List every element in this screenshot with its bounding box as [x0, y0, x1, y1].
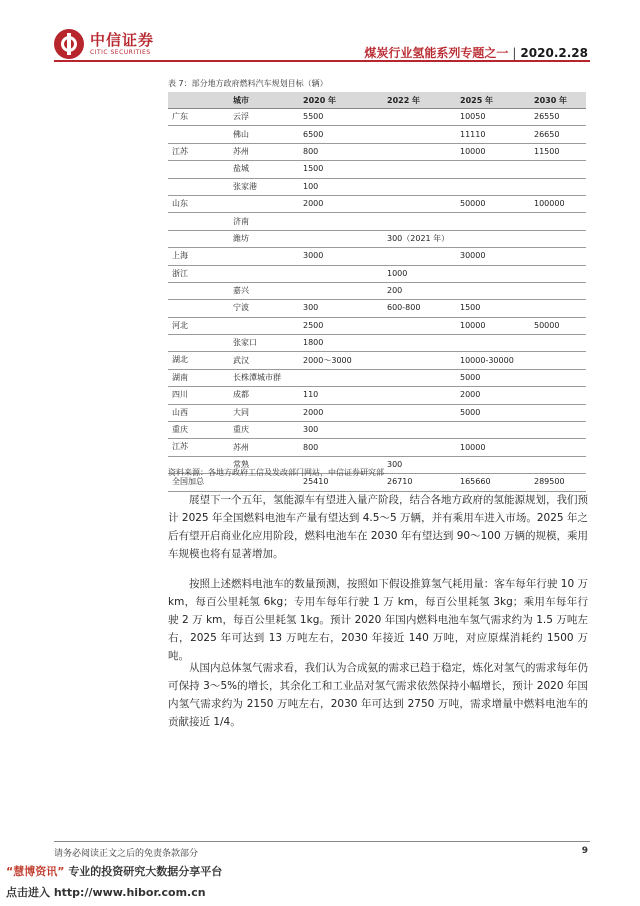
city-cell: 常熟: [229, 456, 299, 473]
watermark-tagline: 专业的投资研究大数据分享平台: [68, 865, 223, 878]
value-2022-cell: 200: [383, 282, 456, 299]
province-cell: [168, 161, 229, 178]
col-header-2022: 2022 年: [383, 92, 456, 109]
city-cell: 长株潭城市群: [229, 369, 299, 386]
value-2025-cell: 10000: [456, 439, 530, 456]
table-caption: 表 7：部分地方政府燃料汽车规划目标（辆）: [168, 79, 328, 88]
table-row: [168, 178, 586, 195]
province-cell: [168, 213, 229, 230]
value-2020-cell: [299, 230, 383, 247]
value-2030-cell: [530, 248, 586, 265]
value-2020-cell: 1500: [299, 161, 383, 178]
table-row: [168, 352, 586, 369]
value-2030-cell: 26650: [530, 126, 586, 143]
value-2025-cell: 11110: [456, 126, 530, 143]
value-2025-cell: 1500: [456, 300, 530, 317]
value-2020-cell: 800: [299, 439, 383, 456]
value-2030-cell: 26550: [530, 109, 586, 126]
province-cell: 山西: [168, 404, 229, 421]
value-2025-cell: [456, 265, 530, 282]
logo-chinese-name: 中信证券: [90, 30, 155, 49]
province-cell: 湖南: [168, 369, 229, 386]
province-cell: [168, 282, 229, 299]
province-cell: [168, 335, 229, 352]
fuel-vehicle-plan-table: [168, 92, 586, 492]
value-2022-cell: [383, 369, 456, 386]
value-2022-cell: [383, 248, 456, 265]
value-2030-cell: [530, 335, 586, 352]
province-cell: 江苏: [168, 143, 229, 160]
value-2030-cell: [530, 387, 586, 404]
col-header-2025: 2025 年: [456, 92, 530, 109]
table-row: [168, 143, 586, 160]
value-2025-cell: [456, 178, 530, 195]
table-row: [168, 282, 586, 299]
disclaimer-note: 请务必阅读正文之后的免责条款部分: [54, 849, 199, 859]
value-2025-cell: 30000: [456, 248, 530, 265]
city-cell: 济南: [229, 213, 299, 230]
value-2030-cell: 50000: [530, 317, 586, 334]
header-separator: |: [512, 46, 517, 60]
value-2025-cell: 5000: [456, 404, 530, 421]
value-2022-cell: [383, 213, 456, 230]
value-2020-cell: [299, 265, 383, 282]
value-2025-cell: [456, 213, 530, 230]
report-header-title: [364, 44, 588, 61]
value-2020-cell: 800: [299, 143, 383, 160]
province-cell: 浙江: [168, 265, 229, 282]
value-2020-cell: [299, 282, 383, 299]
table-row: [168, 248, 586, 265]
value-2030-cell: [530, 439, 586, 456]
province-cell: [168, 300, 229, 317]
watermark-brand: “慧博资讯”: [6, 865, 65, 878]
value-2025-cell: 2000: [456, 387, 530, 404]
table-row: [168, 195, 586, 212]
value-2022-cell: [383, 439, 456, 456]
province-cell: 山东: [168, 195, 229, 212]
table-row: [168, 265, 586, 282]
value-2030-cell: [530, 456, 586, 473]
table-row: [168, 230, 586, 247]
province-cell: 江苏: [168, 439, 229, 456]
city-cell: [229, 248, 299, 265]
value-2030-cell: [530, 300, 586, 317]
value-2025-cell: 5000: [456, 369, 530, 386]
value-2030-cell: [530, 352, 586, 369]
value-2020-cell: 300: [299, 300, 383, 317]
city-cell: 张家口: [229, 335, 299, 352]
table-row: [168, 161, 586, 178]
table-row: [168, 369, 586, 386]
value-2022-cell: [383, 317, 456, 334]
value-2020-cell: 5500: [299, 109, 383, 126]
col-header-city: 城市: [229, 92, 299, 109]
value-2022-cell: [383, 404, 456, 421]
table-row: [168, 439, 586, 456]
value-2020-cell: 3000: [299, 248, 383, 265]
city-cell: 宁波: [229, 300, 299, 317]
value-2025-cell: [456, 282, 530, 299]
city-cell: 张家港: [229, 178, 299, 195]
value-2025-cell: [456, 422, 530, 439]
province-cell: 四川: [168, 387, 229, 404]
province-cell: 上海: [168, 248, 229, 265]
city-cell: [229, 265, 299, 282]
city-cell: 成都: [229, 387, 299, 404]
value-2025-cell: 10050: [456, 109, 530, 126]
value-2022-cell: [383, 178, 456, 195]
value-2030-cell: [530, 161, 586, 178]
province-cell: [168, 126, 229, 143]
table-row: [168, 422, 586, 439]
table-source-note: 资料来源：各地方政府工信及发改部门网站，中信证券研究部: [168, 468, 384, 477]
value-2022-cell: 300（2021 年）: [383, 230, 456, 247]
value-2020-cell: 6500: [299, 126, 383, 143]
value-2022-cell: 26710: [383, 474, 456, 491]
value-2022-cell: 600-800: [383, 300, 456, 317]
province-cell: 重庆: [168, 422, 229, 439]
value-2030-cell: 100000: [530, 195, 586, 212]
value-2020-cell: [299, 213, 383, 230]
paragraph-outlook: 展望下一个五年，氢能源车有望进入量产阶段，结合各地方政府的氢能源规划，我们预计 2025 年全国燃料电池车产量有望达到 4.5～5 万辆，并有乘用车进入市场。2025 年之后有望开启商业化应用阶段，燃料电池车在 2030 年有望达到 90～100 万辆的规模，乘用车规模也将有显著增加。: [168, 494, 588, 560]
value-2020-cell: 2000～3000: [299, 352, 383, 369]
table-row: [168, 109, 586, 126]
logo-english-name: CITIC SECURITIES: [90, 48, 151, 56]
table-row: [168, 317, 586, 334]
value-2030-cell: [530, 178, 586, 195]
value-2025-cell: 165660: [456, 474, 530, 491]
table-row: [168, 126, 586, 143]
city-cell: 佛山: [229, 126, 299, 143]
col-header-2030: 2030 年: [530, 92, 586, 109]
watermark-link[interactable]: 点击进入 http://www.hibor.com.cn: [6, 886, 206, 899]
citic-logo: [54, 26, 154, 62]
footer-divider: [54, 841, 590, 842]
province-cell: 全国加总: [168, 474, 229, 491]
table-row: [168, 335, 586, 352]
city-cell: 重庆: [229, 422, 299, 439]
value-2020-cell: 2000: [299, 195, 383, 212]
value-2020-cell: 300: [299, 422, 383, 439]
page-number: 9: [581, 846, 588, 856]
value-2025-cell: 50000: [456, 195, 530, 212]
table-row: [168, 300, 586, 317]
value-2022-cell: [383, 387, 456, 404]
province-cell: 湖北: [168, 352, 229, 369]
value-2025-cell: 10000: [456, 317, 530, 334]
value-2020-cell: 1800: [299, 335, 383, 352]
paragraph-total-hydrogen-demand: 从国内总体氢气需求看，我们认为合成氨的需求已趋于稳定，炼化对氢气的需求每年仍可保持 3～5%的增长，其余化工和工业品对氢气需求依然保持小幅增长，预计 2020 年国内氢气需求约为 2150 万吨左右，2030 年可达到 2750 万吨，需求增量中燃料电池车的贡献接近 1/4。: [168, 662, 588, 728]
city-cell: 潍坊: [229, 230, 299, 247]
city-cell: [229, 317, 299, 334]
value-2022-cell: [383, 126, 456, 143]
table-row: [168, 213, 586, 230]
value-2020-cell: 2000: [299, 404, 383, 421]
value-2020-cell: [299, 369, 383, 386]
table-body: [168, 109, 586, 492]
value-2025-cell: [456, 456, 530, 473]
watermark-promo: [6, 863, 222, 879]
citic-logo-icon: [54, 29, 84, 59]
city-cell: 苏州: [229, 439, 299, 456]
col-header-province: [168, 92, 229, 109]
city-cell: [229, 195, 299, 212]
value-2030-cell: 11500: [530, 143, 586, 160]
value-2020-cell: 100: [299, 178, 383, 195]
value-2025-cell: [456, 161, 530, 178]
table-header-row: [168, 92, 586, 109]
value-2030-cell: [530, 213, 586, 230]
value-2022-cell: [383, 352, 456, 369]
city-cell: 苏州: [229, 143, 299, 160]
value-2022-cell: [383, 422, 456, 439]
province-cell: [168, 178, 229, 195]
value-2030-cell: 289500: [530, 474, 586, 491]
city-cell: 武汉: [229, 352, 299, 369]
col-header-2020: 2020 年: [299, 92, 383, 109]
province-cell: 河北: [168, 317, 229, 334]
value-2030-cell: [530, 265, 586, 282]
value-2030-cell: [530, 422, 586, 439]
value-2020-cell: 2500: [299, 317, 383, 334]
report-title: 煤炭行业氢能系列专题之一: [364, 46, 509, 60]
province-cell: [168, 230, 229, 247]
value-2030-cell: [530, 369, 586, 386]
value-2022-cell: [383, 195, 456, 212]
province-cell: 广东: [168, 109, 229, 126]
header-divider: [54, 60, 590, 62]
value-2025-cell: 10000: [456, 143, 530, 160]
value-2022-cell: 1000: [383, 265, 456, 282]
value-2020-cell: 25410: [299, 474, 383, 491]
paragraph-hydrogen-demand-estimate: 按照上述燃料电池车的数量预测，按照如下假设推算氢气耗用量：客车每年行驶 10 万 km，每百公里耗氢 6kg；专用车每年行驶 1 万 km，每百公里耗氢 3kg；乘用车每年行驶 2 万 km，每百公里耗氢 1kg。预计 2020 年国内燃料电池车氢气需求约为 1.5 万吨左右，2025 年可达到 13 万吨左右，2030 年接近 140 万吨，对应原煤消耗约 1500 万吨。: [168, 578, 588, 662]
report-date: 2020.2.28: [520, 46, 588, 60]
value-2025-cell: 10000-30000: [456, 352, 530, 369]
value-2022-cell: [383, 143, 456, 160]
value-2020-cell: 110: [299, 387, 383, 404]
table-row: [168, 387, 586, 404]
value-2022-cell: [383, 335, 456, 352]
table-row: [168, 404, 586, 421]
value-2022-cell: 300: [383, 456, 456, 473]
value-2022-cell: [383, 109, 456, 126]
value-2030-cell: [530, 230, 586, 247]
value-2030-cell: [530, 282, 586, 299]
value-2030-cell: [530, 404, 586, 421]
city-cell: 大同: [229, 404, 299, 421]
page-header: [0, 0, 640, 70]
value-2025-cell: [456, 335, 530, 352]
value-2022-cell: [383, 161, 456, 178]
city-cell: 嘉兴: [229, 282, 299, 299]
value-2025-cell: [456, 230, 530, 247]
city-cell: 云浮: [229, 109, 299, 126]
city-cell: 盐城: [229, 161, 299, 178]
